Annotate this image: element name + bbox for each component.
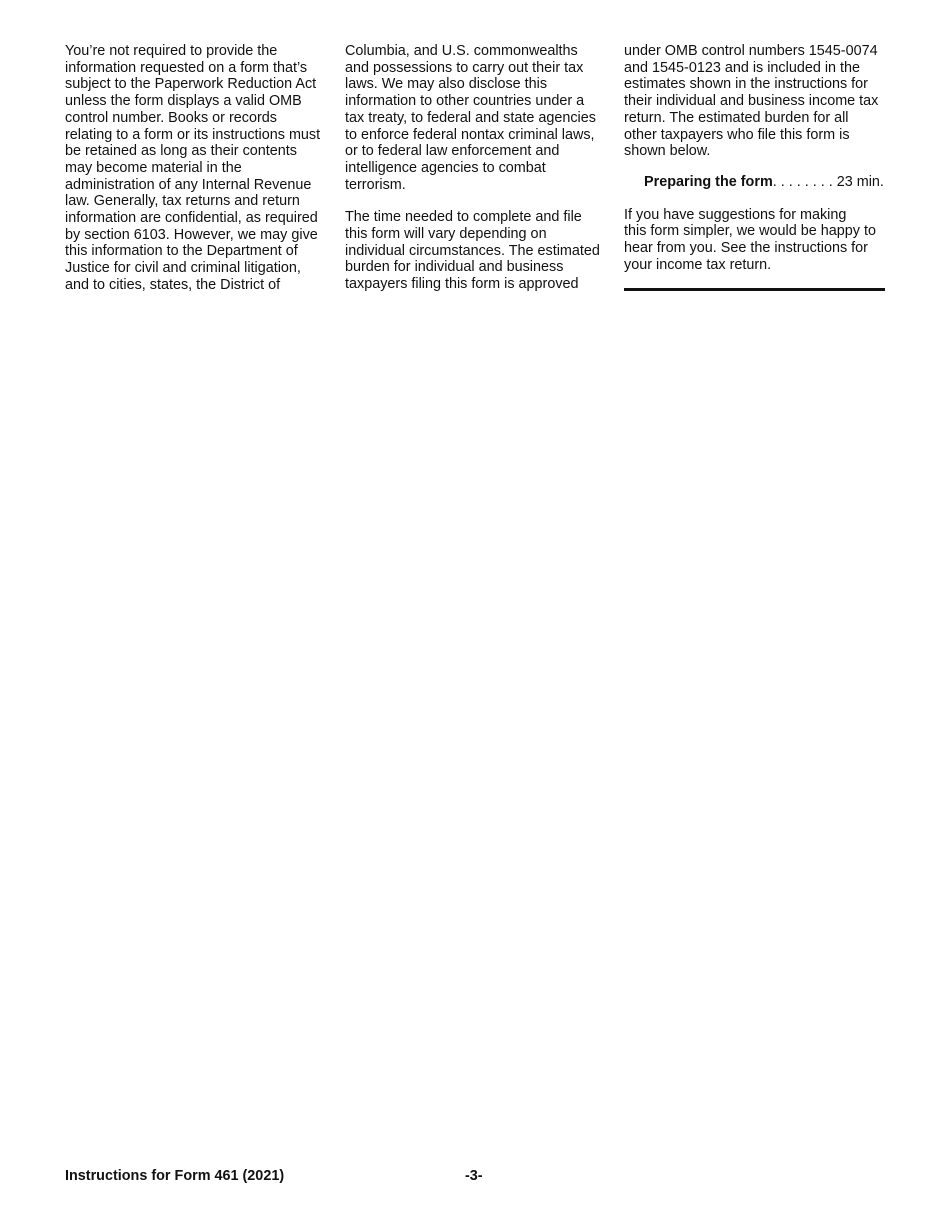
time-needed-paragraph: The time needed to complete and file this form will vary depending on individual circumstances. The estimated burden for individual and business taxpayers filing this form is approved — [345, 209, 600, 293]
preparing-time-value: 23 min. — [836, 173, 884, 190]
preparing-the-form-line — [624, 174, 888, 191]
disclosure-paragraph: Columbia, and U.S. commonwealths and possessions to carry out their tax laws. We may also disclose this information to other countries under a tax treaty, to federal and state agencies to enforce federal nontax criminal laws, or to federal law enforcement and intelligence agencies to combat terrorism. — [345, 43, 596, 193]
text-column-3 — [624, 43, 888, 291]
end-rule — [624, 288, 885, 291]
text-column-1 — [65, 43, 327, 294]
dot-leader: . . . . . . . . — [772, 173, 837, 190]
omb-control-paragraph: under OMB control numbers 1545-0074 and 1545-0123 and is included in the estimates shown in the instructions for their individual and business income tax return. The estimated burden for all other taxpayers who file this form is shown below. — [624, 43, 879, 160]
text-column-2 — [345, 43, 607, 293]
footer-form-title: Instructions for Form 461 (2021) — [65, 1168, 285, 1184]
paperwork-reduction-paragraph: You’re not required to provide the information requested on a form that’s subject to the Paperwork Reduction Act unless the form displays a valid OMB control number. Books or records relating to a form or its instructions must be retained as long as their contents may become material in the administration of any Internal Revenue law. Generally, tax returns and return information are confidential, as required by section 6103. However, we may give this information to the Department of Justice for civil and criminal litigation, and to cities, states, the District of — [65, 43, 321, 293]
suggestions-paragraph: If you have suggestions for making this form simpler, we would be happy to hear from you. See the instructions for your income tax return. — [624, 206, 876, 273]
preparing-label: Preparing the form — [644, 173, 773, 190]
page-number: -3- — [465, 1168, 483, 1184]
